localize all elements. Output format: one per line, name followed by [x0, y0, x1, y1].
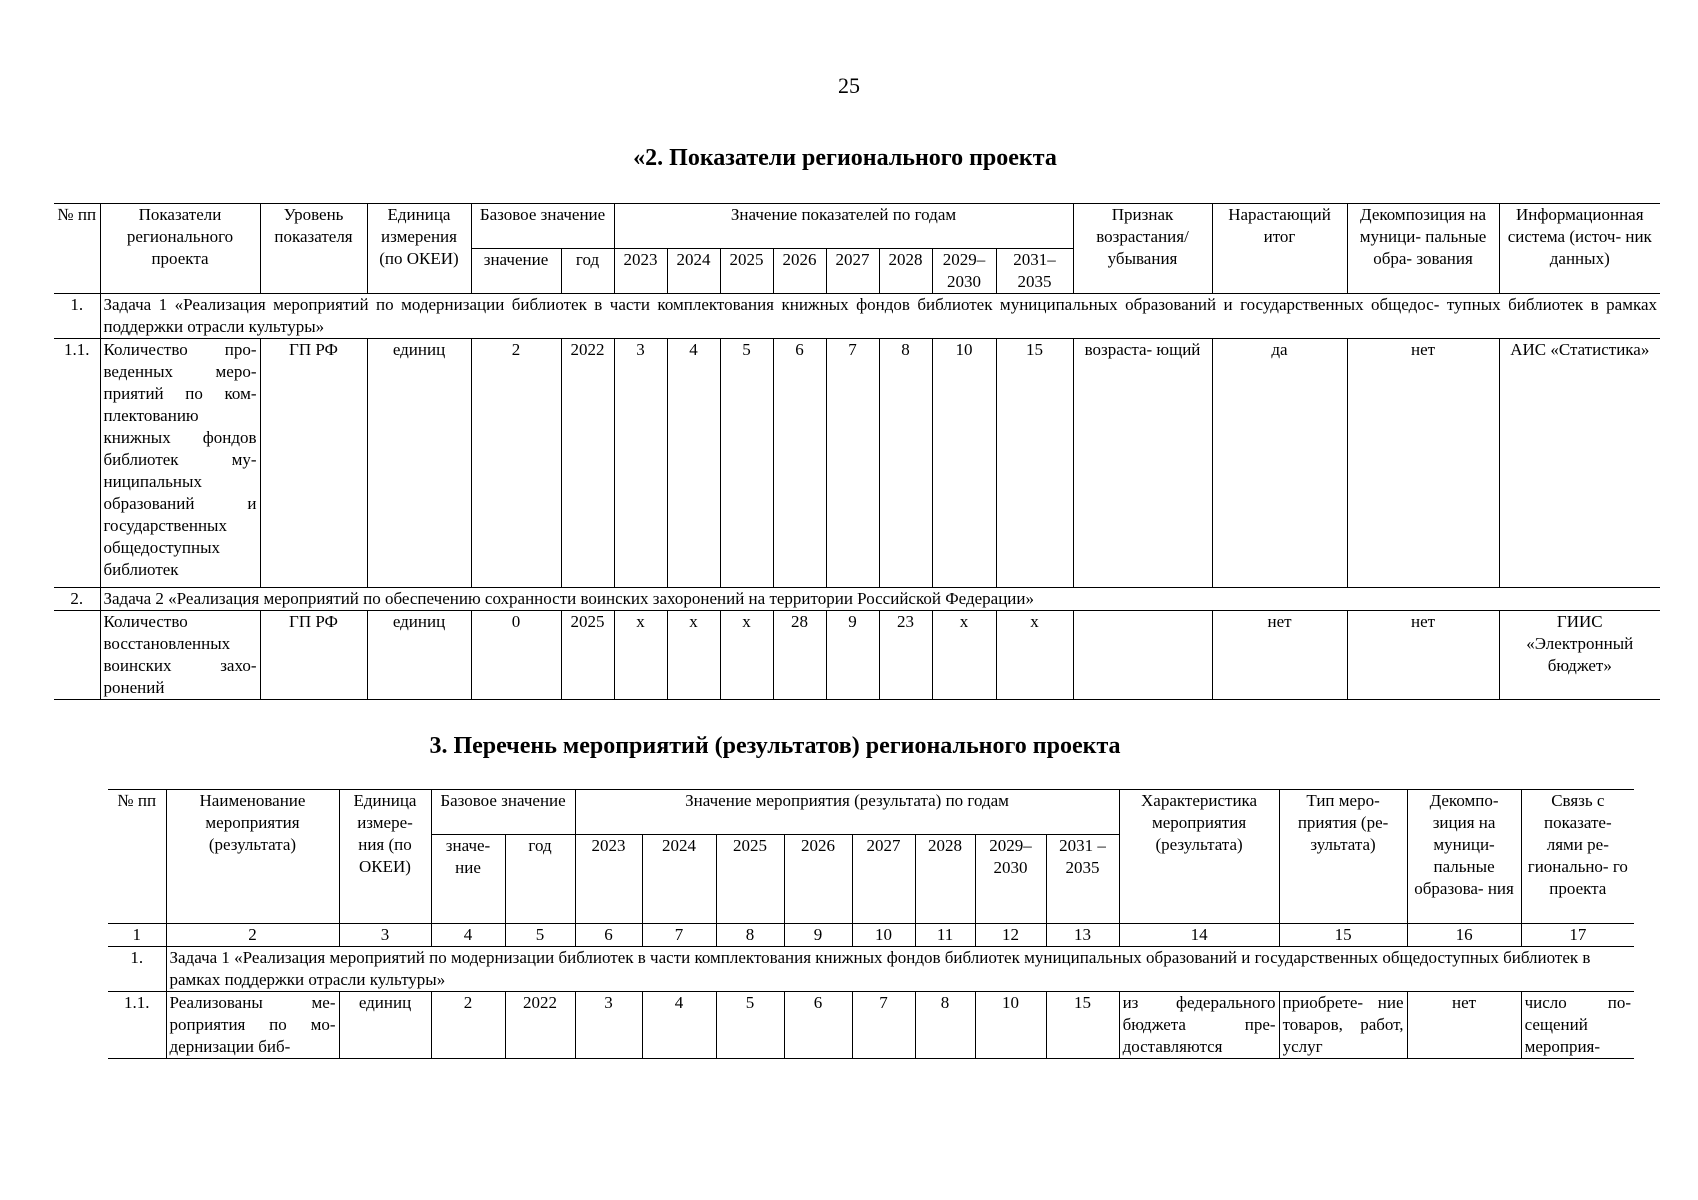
base-year: 2022	[505, 992, 575, 1059]
task-num: 2.	[54, 588, 100, 611]
column-number: 10	[852, 924, 915, 947]
column-number: 9	[784, 924, 852, 947]
info-system-value: ГИИС «Электронный бюджет»	[1499, 611, 1660, 700]
year-value: 8	[915, 992, 975, 1059]
column-number: 7	[642, 924, 716, 947]
column-number: 15	[1279, 924, 1407, 947]
year-value: 10	[975, 992, 1046, 1059]
decomposition-value: нет	[1347, 611, 1499, 700]
task-text: Задача 1 «Реализация мероприятий по модернизации библиотек в части комплектования книжных фондов библиотек муниципальных образований и государственных общедоступных библиотек в рамках поддержки отрасли культуры»	[166, 947, 1634, 992]
header-year: 2028	[915, 835, 975, 924]
column-number: 13	[1046, 924, 1119, 947]
base-year: 2025	[561, 611, 614, 700]
column-number: 1	[108, 924, 166, 947]
table-row	[54, 339, 1660, 588]
task-text: Задача 2 «Реализация мероприятий по обеспечению сохранности воинских захоронений на территории Российской Федерации»	[100, 588, 1660, 611]
page-number: 25	[838, 73, 860, 98]
task-num: 1.	[108, 947, 166, 992]
type-value: приобрете- ние товаров, работ, услуг	[1279, 992, 1407, 1059]
year-value: х	[614, 611, 667, 700]
year-value: 15	[996, 339, 1073, 588]
indicator-name: Количество восстановленных воинских захо- ронений	[100, 611, 260, 700]
table-row	[108, 992, 1634, 1059]
header-year: 2027	[852, 835, 915, 924]
header-base-value: значение	[471, 249, 561, 294]
column-number: 5	[505, 924, 575, 947]
task-text: Задача 1 «Реализация мероприятий по модернизации библиотек в части комплектования книжных фондов библиотек муниципальных образований и государственных общедос- тупных библиотек в рамках поддержки отрасли культуры»	[100, 294, 1660, 339]
header-info-system: Информационная система (источ- ник данных)	[1499, 204, 1660, 294]
year-value: 6	[784, 992, 852, 1059]
year-value: 7	[826, 339, 879, 588]
base-year: 2022	[561, 339, 614, 588]
year-value: 5	[716, 992, 784, 1059]
task-row	[108, 947, 1634, 992]
year-value: 28	[773, 611, 826, 700]
year-value: 15	[1046, 992, 1119, 1059]
row-num: 1.1.	[108, 992, 166, 1059]
year-value: 23	[879, 611, 932, 700]
base-value: 0	[471, 611, 561, 700]
header-year: 2025	[720, 249, 773, 294]
year-value: 3	[614, 339, 667, 588]
year-value: 4	[667, 339, 720, 588]
header-name: Наименование мероприятия (результата)	[166, 790, 339, 924]
year-value: 4	[642, 992, 716, 1059]
header-year: 2029– 2030	[932, 249, 996, 294]
row-num	[54, 611, 100, 700]
decomposition-value: нет	[1407, 992, 1521, 1059]
column-number: 17	[1521, 924, 1634, 947]
header-num: № пп	[108, 790, 166, 924]
year-value: х	[667, 611, 720, 700]
header-years-group: Значение мероприятия (результата) по годам	[575, 790, 1119, 835]
task-row	[54, 294, 1660, 339]
header-unit: Единица измерения (по ОКЕИ)	[367, 204, 471, 294]
header-base: Базовое значение	[431, 790, 575, 835]
header-cumulative: Нарастающий итог	[1212, 204, 1347, 294]
header-year: 2026	[773, 249, 826, 294]
table-row	[54, 611, 1660, 700]
header-base-year: год	[561, 249, 614, 294]
year-value: 8	[879, 339, 932, 588]
header-base-year: год	[505, 835, 575, 924]
decomposition-value: нет	[1347, 339, 1499, 588]
activity-name: Реализованы ме- роприятия по мо- дернизации биб-	[166, 992, 339, 1059]
year-value: х	[996, 611, 1073, 700]
trend-value: возраста- ющий	[1073, 339, 1212, 588]
indicator-level: ГП РФ	[260, 339, 367, 588]
header-level: Уровень показателя	[260, 204, 367, 294]
activities-table	[108, 789, 1634, 1059]
table-header-row	[108, 790, 1634, 835]
header-year: 2031 – 2035	[1046, 835, 1119, 924]
column-number: 2	[166, 924, 339, 947]
cumulative-value: да	[1212, 339, 1347, 588]
header-years-group: Значение показателей по годам	[614, 204, 1073, 249]
header-year: 2027	[826, 249, 879, 294]
indicators-table	[54, 203, 1660, 700]
section-3-title: 3. Перечень мероприятий (результатов) регионального проекта	[429, 733, 1121, 759]
column-number: 14	[1119, 924, 1279, 947]
header-unit: Единица измере- ния (по ОКЕИ)	[339, 790, 431, 924]
header-year: 2029– 2030	[975, 835, 1046, 924]
year-value: 7	[852, 992, 915, 1059]
year-value: 6	[773, 339, 826, 588]
header-link: Связь с показате- лями ре- гионально- го проекта	[1521, 790, 1634, 924]
base-value: 2	[471, 339, 561, 588]
year-value: 10	[932, 339, 996, 588]
header-year: 2023	[575, 835, 642, 924]
header-trend: Признак возрастания/ убывания	[1073, 204, 1212, 294]
header-year: 2031– 2035	[996, 249, 1073, 294]
year-value: 5	[720, 339, 773, 588]
indicator-name: Количество про- веденных меро- приятий по ком- плектованию книжных фондов библиотек му- ниципальных образований и государственных общедоступных библиотек	[100, 339, 260, 588]
info-system-value: АИС «Статистика»	[1499, 339, 1660, 588]
column-number: 11	[915, 924, 975, 947]
header-type: Тип меро- приятия (ре- зультата)	[1279, 790, 1407, 924]
activity-unit: единиц	[339, 992, 431, 1059]
column-number: 16	[1407, 924, 1521, 947]
header-year: 2028	[879, 249, 932, 294]
indicator-unit: единиц	[367, 339, 471, 588]
indicator-level: ГП РФ	[260, 611, 367, 700]
column-number: 8	[716, 924, 784, 947]
indicator-unit: единиц	[367, 611, 471, 700]
header-num: № пп	[54, 204, 100, 294]
header-base-value: значе- ние	[431, 835, 505, 924]
header-year: 2025	[716, 835, 784, 924]
header-indicator: Показатели регионального проекта	[100, 204, 260, 294]
header-year: 2023	[614, 249, 667, 294]
column-numbers-row	[108, 924, 1634, 947]
column-number: 12	[975, 924, 1046, 947]
header-decomposition: Декомпо- зиция на муници- пальные образова- ния	[1407, 790, 1521, 924]
section-2-title: «2. Показатели регионального проекта	[633, 145, 1057, 171]
trend-value	[1073, 611, 1212, 700]
header-characteristic: Характеристика мероприятия (результата)	[1119, 790, 1279, 924]
header-year: 2024	[667, 249, 720, 294]
link-value: число по- сещений мероприя-	[1521, 992, 1634, 1059]
year-value: 3	[575, 992, 642, 1059]
task-num: 1.	[54, 294, 100, 339]
base-value: 2	[431, 992, 505, 1059]
column-number: 3	[339, 924, 431, 947]
header-decomposition: Декомпозиция на муници- пальные обра- зования	[1347, 204, 1499, 294]
year-value: 9	[826, 611, 879, 700]
column-number: 4	[431, 924, 505, 947]
cumulative-value: нет	[1212, 611, 1347, 700]
table-header-row	[54, 204, 1660, 249]
header-base: Базовое значение	[471, 204, 614, 249]
task-row	[54, 588, 1660, 611]
year-value: х	[932, 611, 996, 700]
column-number: 6	[575, 924, 642, 947]
year-value: х	[720, 611, 773, 700]
header-year: 2026	[784, 835, 852, 924]
row-num: 1.1.	[54, 339, 100, 588]
characteristic-value: из федерального бюджета пре- доставляются	[1119, 992, 1279, 1059]
header-year: 2024	[642, 835, 716, 924]
